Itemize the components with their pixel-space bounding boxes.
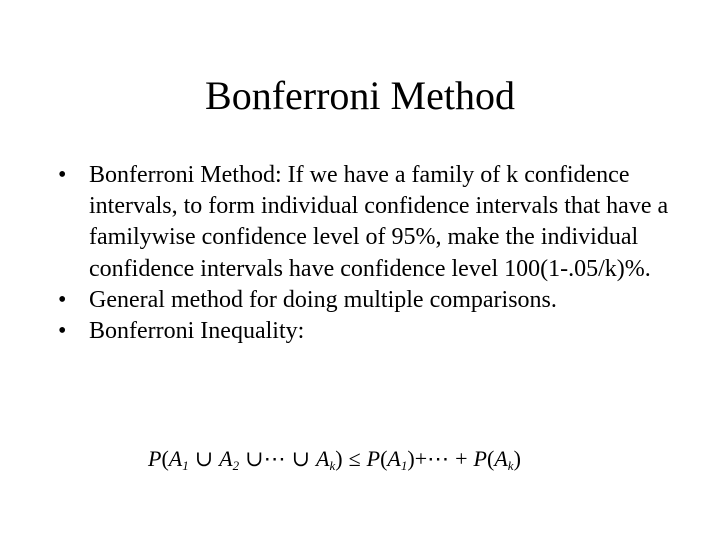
formula-paren: )	[335, 446, 343, 471]
formula-paren: )	[407, 446, 415, 471]
formula-a: A	[494, 446, 508, 471]
bullet-list	[58, 160, 698, 347]
bullet-text: Bonferroni Method: If we have a family of k confidence intervals, to form individual confidence intervals that have a familywise confidence level of 95%, make the individual confidence intervals have confidence level 100(1-.05/k)%.	[89, 162, 669, 282]
formula-plus: +	[414, 446, 428, 471]
formula-plus: +	[455, 446, 468, 471]
bullet-text: Bonferroni Inequality:	[89, 318, 305, 345]
bullet-item	[58, 160, 698, 285]
bullet-marker: •	[58, 162, 67, 188]
formula-a: A	[168, 446, 183, 471]
formula-subscript: 1	[182, 458, 189, 473]
formula-p: P	[366, 446, 381, 471]
formula-ellipsis: ⋯	[263, 446, 286, 471]
formula-ellipsis: ⋯	[427, 446, 450, 471]
formula-a: A	[387, 446, 401, 471]
formula-subscript: 1	[400, 458, 408, 473]
bullet-marker: •	[58, 318, 67, 345]
formula-subscript: k	[507, 458, 514, 473]
bullet-text: General method for doing multiple comparisons.	[89, 286, 557, 313]
formula-paren: )	[513, 446, 521, 471]
formula-paren: (	[487, 446, 495, 471]
bullet-item	[58, 285, 698, 316]
formula-leq: ≤	[348, 446, 361, 471]
formula-paren: (	[380, 446, 388, 471]
formula-subscript: 2	[232, 458, 240, 473]
formula-union: ∪	[291, 446, 310, 471]
formula-a: A	[316, 446, 330, 471]
bullet-item	[58, 316, 698, 347]
formula-p: P	[473, 446, 487, 471]
bullet-marker: •	[58, 286, 67, 313]
bonferroni-inequality-formula	[148, 444, 521, 481]
formula-p: P	[148, 446, 162, 471]
formula-paren: (	[161, 446, 169, 471]
slide-title: Bonferroni Method	[205, 73, 515, 118]
formula-union: ∪	[245, 446, 264, 471]
formula-subscript: k	[329, 458, 336, 473]
formula-union: ∪	[194, 446, 214, 471]
formula-a: A	[219, 446, 233, 471]
